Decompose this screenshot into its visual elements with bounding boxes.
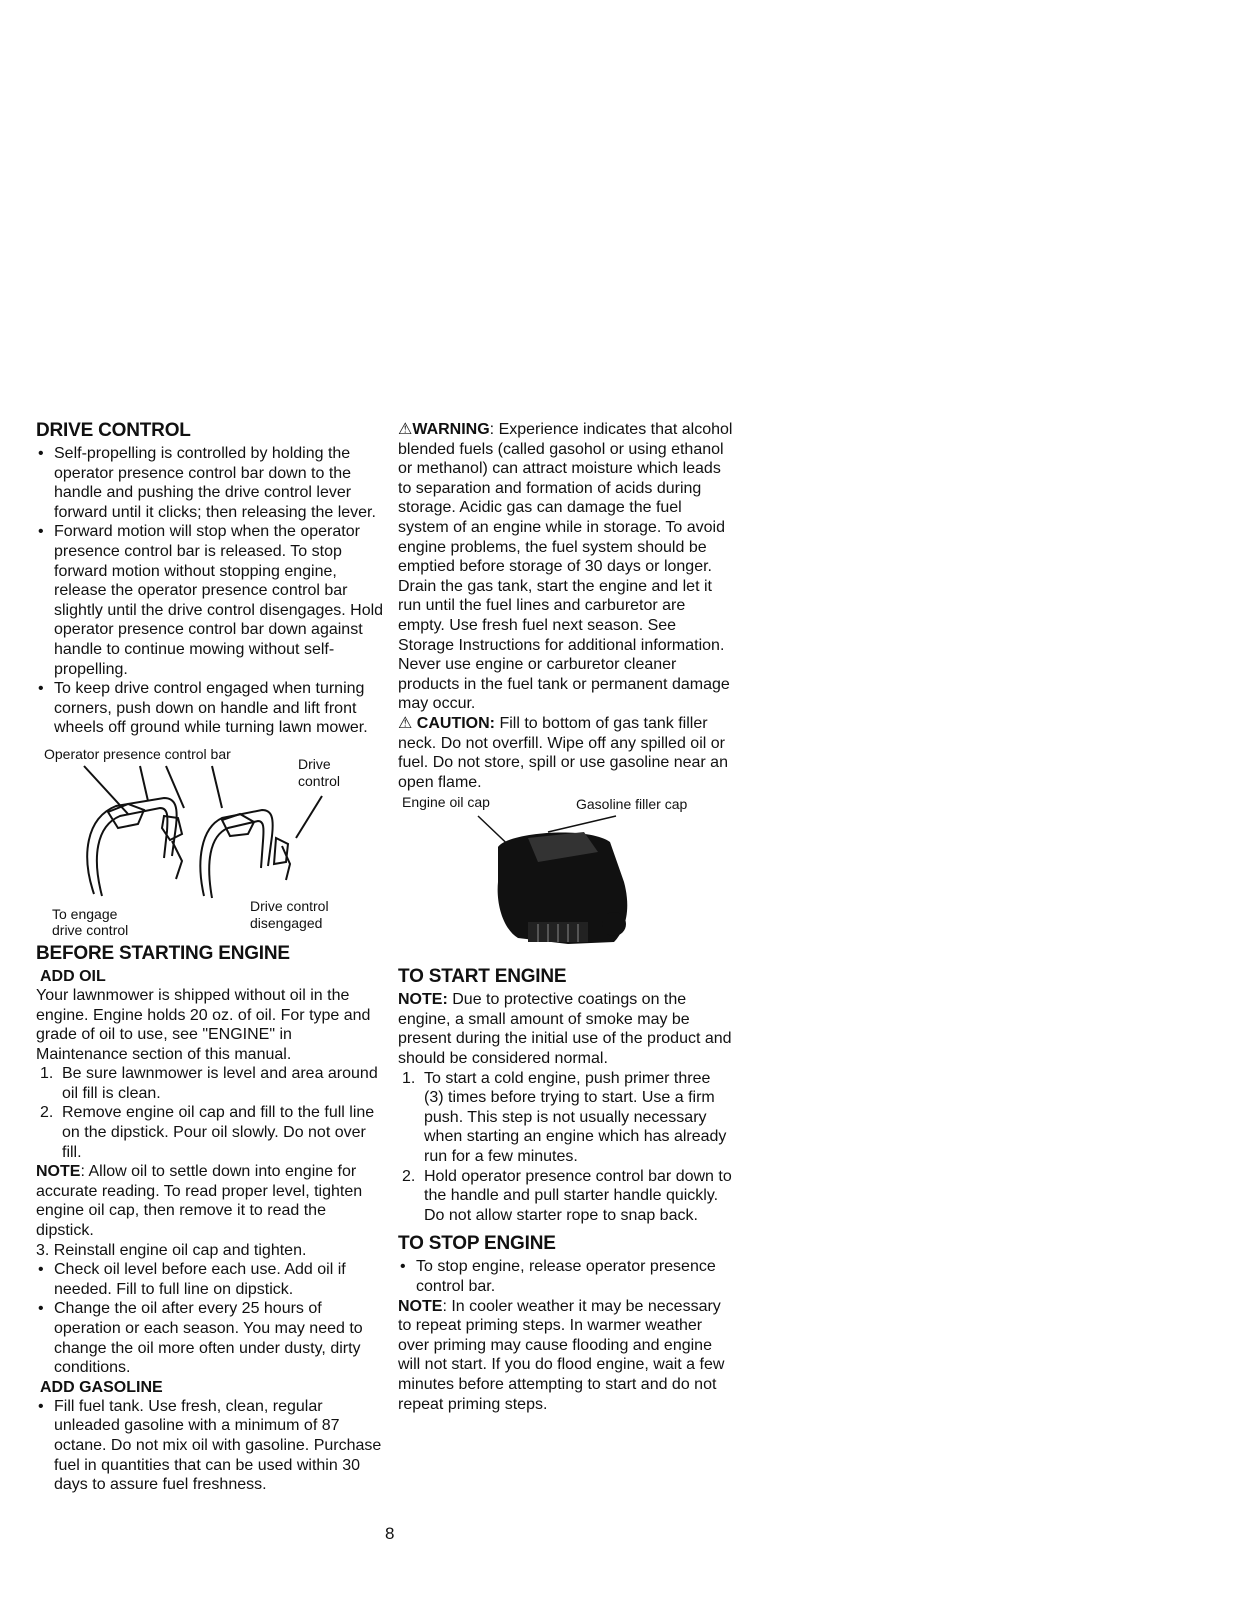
drive-label-2: control: [298, 772, 341, 789]
add-oil-note: [36, 1162, 386, 1240]
to-start-note: [398, 990, 734, 1068]
note-text: : Allow oil to settle down into engine for accurate reading. To read proper level, tighten engine oil cap, then remove it to read the dipstick.: [36, 1163, 363, 1240]
page-number: 8: [385, 1524, 395, 1543]
warning-icon: ⚠: [398, 421, 413, 438]
warning-label: WARNING: [412, 421, 490, 438]
add-oil-steps: [36, 1064, 386, 1162]
to-start-steps: [398, 1069, 734, 1226]
add-oil-intro: Your lawnmower is shipped without oil in the engine. Engine holds 20 oz. of oil. For type and grade of oil to use, see "ENGINE" in Maintenance section of this manual.: [36, 986, 371, 1063]
note-label: NOTE:: [398, 991, 448, 1009]
note-text: : In cooler weather it may be necessary to repeat priming steps. In warmer weather over priming may cause flooding and engine will not start. If you do flood engine, wait a few minutes before attempting to start and do not repeat priming steps.: [398, 1297, 725, 1413]
warning-text: : Experience indicates that alcohol blended fuels (called gasohol or using ethanol or methanol) can attract moisture which leads to separation and formation of acids during storage. Acidic gas can damage the fuel system of an engine while in storage. To avoid engine problems, the fuel system should be emptied before storage of 30 days or longer. Drain the gas tank, start the engine and let it run until the fuel lines and carburetor are empty. Use fresh fuel next season. See Storage Instructions for additional information. Never use engine or carburetor cleaner products in the fuel tank or permanent damage may occur.: [398, 421, 733, 713]
list-item: [36, 1064, 386, 1103]
list-item: • Self-propelling is controlled by holding the operator presence control bar down to the handle and pushing the drive control lever forward until it clicks; then releasing the lever.: [36, 444, 386, 522]
note-label: NOTE: [36, 1163, 81, 1181]
list-item: • To keep drive control engaged when turning corners, push down on handle and lift front wheels off ground while turning lawn mower.: [36, 679, 386, 738]
caution-label: CAUTION:: [416, 714, 496, 732]
step-text: Hold operator presence control bar down to the handle and pull starter handle quickly. Do not allow starter rope to snap back.: [424, 1167, 732, 1224]
add-oil-step-3: [36, 1241, 386, 1261]
caution-text: Fill to bottom of gas tank filler neck. Do not overfill. Wipe off any spilled oil or fuel. Do not store, spill or use gasoline near an open flame.: [398, 714, 728, 791]
step-number: 1.: [40, 1065, 54, 1083]
list-item: • Forward motion will stop when the operator presence control bar is released. To stop forward motion without stopping engine, release the operator presence control bar slightly until the drive control disengages. Hold operator presence control bar down against handle to continue mowing without self-propelling.: [36, 522, 386, 679]
right-column: [398, 420, 734, 1414]
to-stop-note: [398, 1297, 734, 1415]
step-number: 3.: [36, 1241, 50, 1259]
add-gasoline-heading: ADD GASOLINE: [40, 1378, 163, 1396]
step-number: 2.: [40, 1104, 54, 1122]
disengaged-label-2: disengaged: [250, 914, 323, 931]
note-text: Due to protective coatings on the engine, a small amount of smoke may be present during the initial use of the product and should be considered normal.: [398, 991, 732, 1068]
step-text: Remove engine oil cap and fill to the full line on the dipstick. Pour oil slowly. Do not over fill.: [62, 1104, 375, 1161]
engine-illustration: [398, 792, 734, 962]
caution-paragraph: [398, 714, 734, 792]
filler-cap-label: Gasoline filler cap: [576, 796, 688, 813]
caution-icon: ⚠: [398, 714, 413, 732]
list-item: • Fill fuel tank. Use fresh, clean, regular unleaded gasoline with a minimum of 87 octane. Do not mix oil with gasoline. Purchase fuel in quantities that can be used within 30 days to assure fuel freshness.: [36, 1397, 386, 1495]
step-text: Reinstall engine oil cap and tighten.: [53, 1241, 307, 1259]
left-column: [36, 420, 386, 1495]
list-item: • To stop engine, release operator presence control bar.: [398, 1257, 734, 1296]
to-stop-bullets: [398, 1257, 734, 1296]
list-item: [398, 1069, 734, 1167]
drive-label-1: Drive: [298, 755, 331, 772]
before-starting-heading: BEFORE STARTING ENGINE: [36, 942, 290, 964]
engage-label-2: drive control: [52, 921, 129, 938]
to-stop-heading: TO STOP ENGINE: [398, 1233, 556, 1255]
engine-figure: [398, 792, 734, 962]
drive-control-heading: DRIVE CONTROL: [36, 420, 191, 441]
operator-bar-label: Operator presence control bar: [44, 745, 231, 762]
drive-control-figure: [36, 746, 386, 941]
list-item: • Check oil level before each use. Add oil if needed. Fill to full line on dipstick.: [36, 1260, 386, 1299]
step-number: 2.: [402, 1167, 416, 1185]
list-item: [398, 1167, 734, 1226]
step-text: Be sure lawnmower is level and area around oil fill is clean.: [62, 1065, 378, 1102]
engage-label-1: To engage: [52, 905, 118, 922]
drive-control-list: [36, 444, 386, 738]
step-text: To start a cold engine, push primer three (3) times before trying to start. Use a firm push. This step is not usually necessary when starting an engine which has already run for a few minutes.: [424, 1069, 727, 1166]
note-label: NOTE: [398, 1297, 443, 1315]
oil-cap-label: Engine oil cap: [402, 794, 490, 811]
add-oil-heading: ADD OIL: [40, 967, 106, 985]
to-start-heading: TO START ENGINE: [398, 966, 567, 988]
list-item: [36, 1103, 386, 1162]
warning-paragraph: [398, 420, 734, 714]
add-oil-bullets: [36, 1260, 386, 1378]
step-number: 1.: [402, 1069, 416, 1087]
disengaged-label-1: Drive control: [250, 897, 329, 914]
list-item: • Change the oil after every 25 hours of operation or each season. You may need to change the oil more often under dusty, dirty conditions.: [36, 1299, 386, 1377]
add-gasoline-bullets: [36, 1397, 386, 1495]
